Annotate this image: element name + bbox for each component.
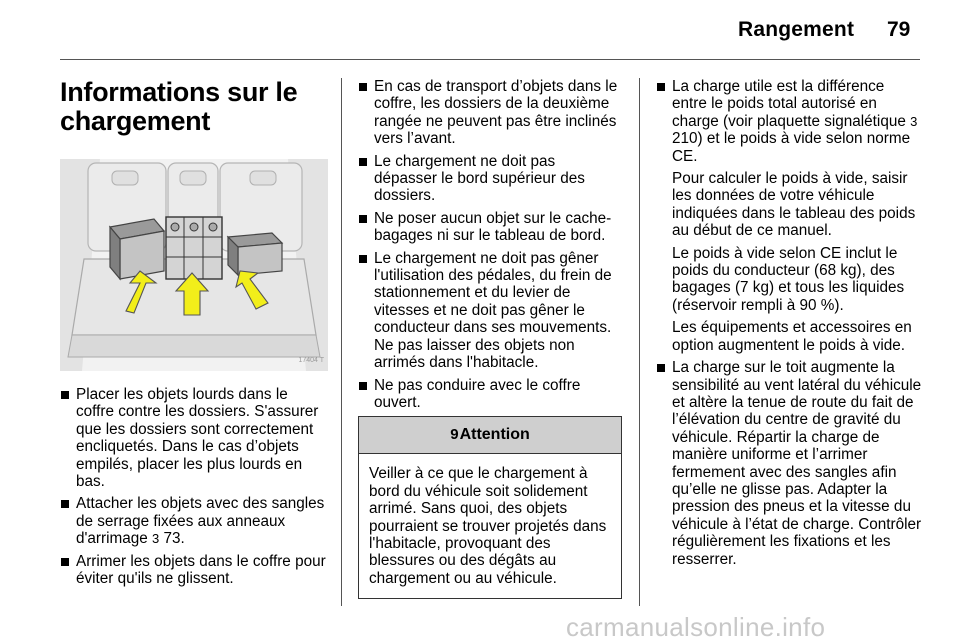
column-divider-2 [639, 78, 640, 606]
list-item: Le chargement ne doit pas dépasser le bord supérieur des dossiers. [358, 153, 622, 205]
col3-bullet-list-2 [656, 359, 922, 568]
column-2 [358, 78, 622, 599]
indented-note: Pour calculer le poids à vide, saisir les données de votre véhicule indiquées dans le tableau des poids au début de ce manuel. [672, 170, 916, 240]
header-rule [60, 59, 920, 60]
list-item: En cas de transport d’objets dans le coffre, les dossiers de la deuxième rangée ne peuvent pas être inclinés vers l’avant. [358, 78, 622, 148]
list-item: La charge sur le toit augmente la sensibilité au vent latéral du véhicule et altère la tenue de route du fait de l’élévation du centre de gravité du véhicule. Répartir la charge de manière uniforme et l’arrimer fermement avec des sangles afin qu’elle ne glisse pas. Adapter la pression des pneus et la vitesse du véhicule à l’état de charge. Contrôler régulièrement les fixations et les resserrer. [656, 359, 922, 568]
warning-triangle-icon: 9 [450, 426, 459, 444]
list-item: Placer les objets lourds dans le coffre contre les dossiers. S'assurer que les dossiers sont correctement encliquetés. Dans le cas d’objets empilés, placer les plus lourds en bas. [60, 386, 328, 490]
list-item: Ne poser aucun objet sur le cache-bagages ni sur le tableau de bord. [358, 210, 622, 245]
list-item: Ne pas conduire avec le coffre ouvert. [358, 377, 622, 412]
trunk-load-illustration [60, 159, 328, 371]
warning-title: Attention [459, 426, 530, 444]
list-item [656, 78, 922, 165]
page-ref-arrow-icon: 3 [910, 113, 918, 129]
column-3 [656, 78, 922, 573]
section-title: Informations sur le chargement [60, 77, 298, 136]
warning-header [359, 417, 621, 454]
page-ref-link[interactable]: 73. [163, 530, 185, 548]
col2-bullet-list [358, 78, 622, 411]
list-item-text: La charge utile est la différence entre le poids total autorisé en charge (voir plaquette signalétique [672, 78, 906, 130]
column-1 [60, 78, 328, 592]
list-item-text: Attacher les objets avec des sangles de serrage fixées aux anneaux d'arrimage [76, 495, 325, 548]
list-item: Le chargement ne doit pas gêner l'utilisation des pédales, du frein de stationnement et du levier de vitesses et ne doit pas gêner le conducteur dans ses mouvements. Ne pas laisser des objets non arrimés dans l'habitacle. [358, 250, 622, 372]
indented-note: Le poids à vide selon CE inclut le poids du conducteur (68 kg), des bagages (7 kg) et tous les liquides (réservoir rempli à 90 %). [672, 244, 905, 314]
running-header-title: Rangement [738, 18, 855, 41]
watermark: carmanualsonline.info [566, 612, 826, 642]
col1-bullet-list [60, 386, 328, 587]
list-item: Arrimer les objets dans le coffre pour éviter qu'ils ne glissent. [60, 553, 328, 588]
indented-note: Les équipements et accessoires en option augmentent le poids à vide. [672, 319, 912, 354]
page-ref-arrow-icon: 3 [152, 531, 160, 547]
col3-bullet-list [656, 78, 922, 165]
warning-box [358, 416, 622, 599]
warning-text: Veiller à ce que le chargement à bord du véhicule soit solidement arrimé. Sans quoi, des objets pourraient se trouver projetés dans l'habitacle, provoquant des blessures ou des dégâts au chargement ou au véhicule. [369, 465, 607, 587]
trunk-illustration-svg [60, 159, 328, 371]
list-item [60, 495, 328, 547]
figure-reference: 17404 T [298, 356, 324, 364]
page-number: 79 [887, 18, 911, 41]
page-ref-link[interactable]: 210) et le poids à vide selon norme CE. [672, 130, 911, 165]
column-divider-1 [341, 78, 342, 606]
